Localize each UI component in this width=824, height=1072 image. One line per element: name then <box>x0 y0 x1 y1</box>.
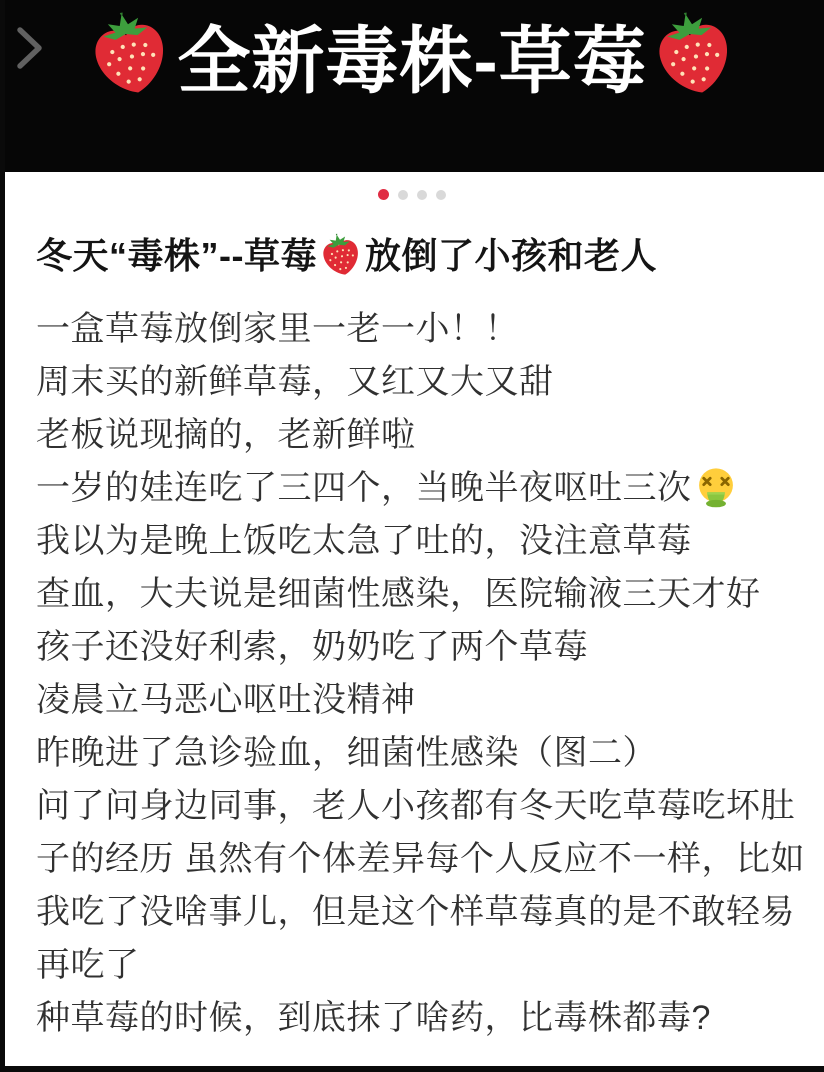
cover-title: 全新毒株-草莓 <box>177 20 647 102</box>
post-line: 周末买的新鲜草莓，又红又大又甜 <box>36 363 554 401</box>
post-line: 孩子还没好利索，奶奶吃了两个草莓 <box>36 628 588 666</box>
carousel-dot[interactable] <box>436 190 446 200</box>
post-line: 一盒草莓放倒家里一老一小！！ <box>36 310 519 348</box>
carousel-dot-active[interactable] <box>378 189 389 200</box>
post-line: 我吃了没啥事儿，但是这个样草莓真的是不敢轻易 <box>36 893 795 931</box>
carousel-dot[interactable] <box>398 190 408 200</box>
post-line: 种草莓的时候，到底抹了啥药，比毒株都毒? <box>36 999 711 1037</box>
post-line: 凌晨立马恶心呕吐没精神 <box>36 681 416 719</box>
post-text <box>36 303 805 1045</box>
bottom-edge-strip <box>0 1066 824 1072</box>
headline-text-post: 放倒了小孩和老人 <box>364 235 657 276</box>
post-line: 我以为是晚上饭吃太急了吐的，没注意草莓 <box>36 522 692 560</box>
cover-header <box>0 0 824 172</box>
expand-chevron-icon[interactable] <box>15 24 45 72</box>
cover-title-row <box>0 0 824 106</box>
post-line: 老板说现摘的，老新鲜啦 <box>36 416 416 454</box>
strawberry-icon <box>85 9 175 99</box>
post-line <box>36 462 788 515</box>
post-line: 昨晚进了急诊验血，细菌性感染（图二） <box>36 734 657 772</box>
post-line: 查血，大夫说是细菌性感染，医院输液三天才好 <box>36 575 761 613</box>
post-line: 问了问身边同事，老人小孩都有冬天吃草莓吃坏肚 <box>36 787 795 825</box>
left-edge-strip <box>0 0 5 1072</box>
vomiting-face-emoji <box>695 466 737 508</box>
post-line-text: 一岁的娃连吃了三四个，当晚半夜呕吐三次 <box>36 469 692 507</box>
post-line: 再吃了 <box>36 946 140 984</box>
carousel-dot[interactable] <box>417 190 427 200</box>
carousel-dots <box>378 189 446 200</box>
post-headline <box>36 231 788 281</box>
post-body <box>0 231 824 1045</box>
post-line: 子的经历 虽然有个体差异每个人反应不一样，比如 <box>36 840 805 878</box>
strawberry-icon <box>649 9 739 99</box>
headline-text-pre: 冬天“毒株”--草莓 <box>36 235 317 276</box>
strawberry-icon <box>318 232 364 278</box>
